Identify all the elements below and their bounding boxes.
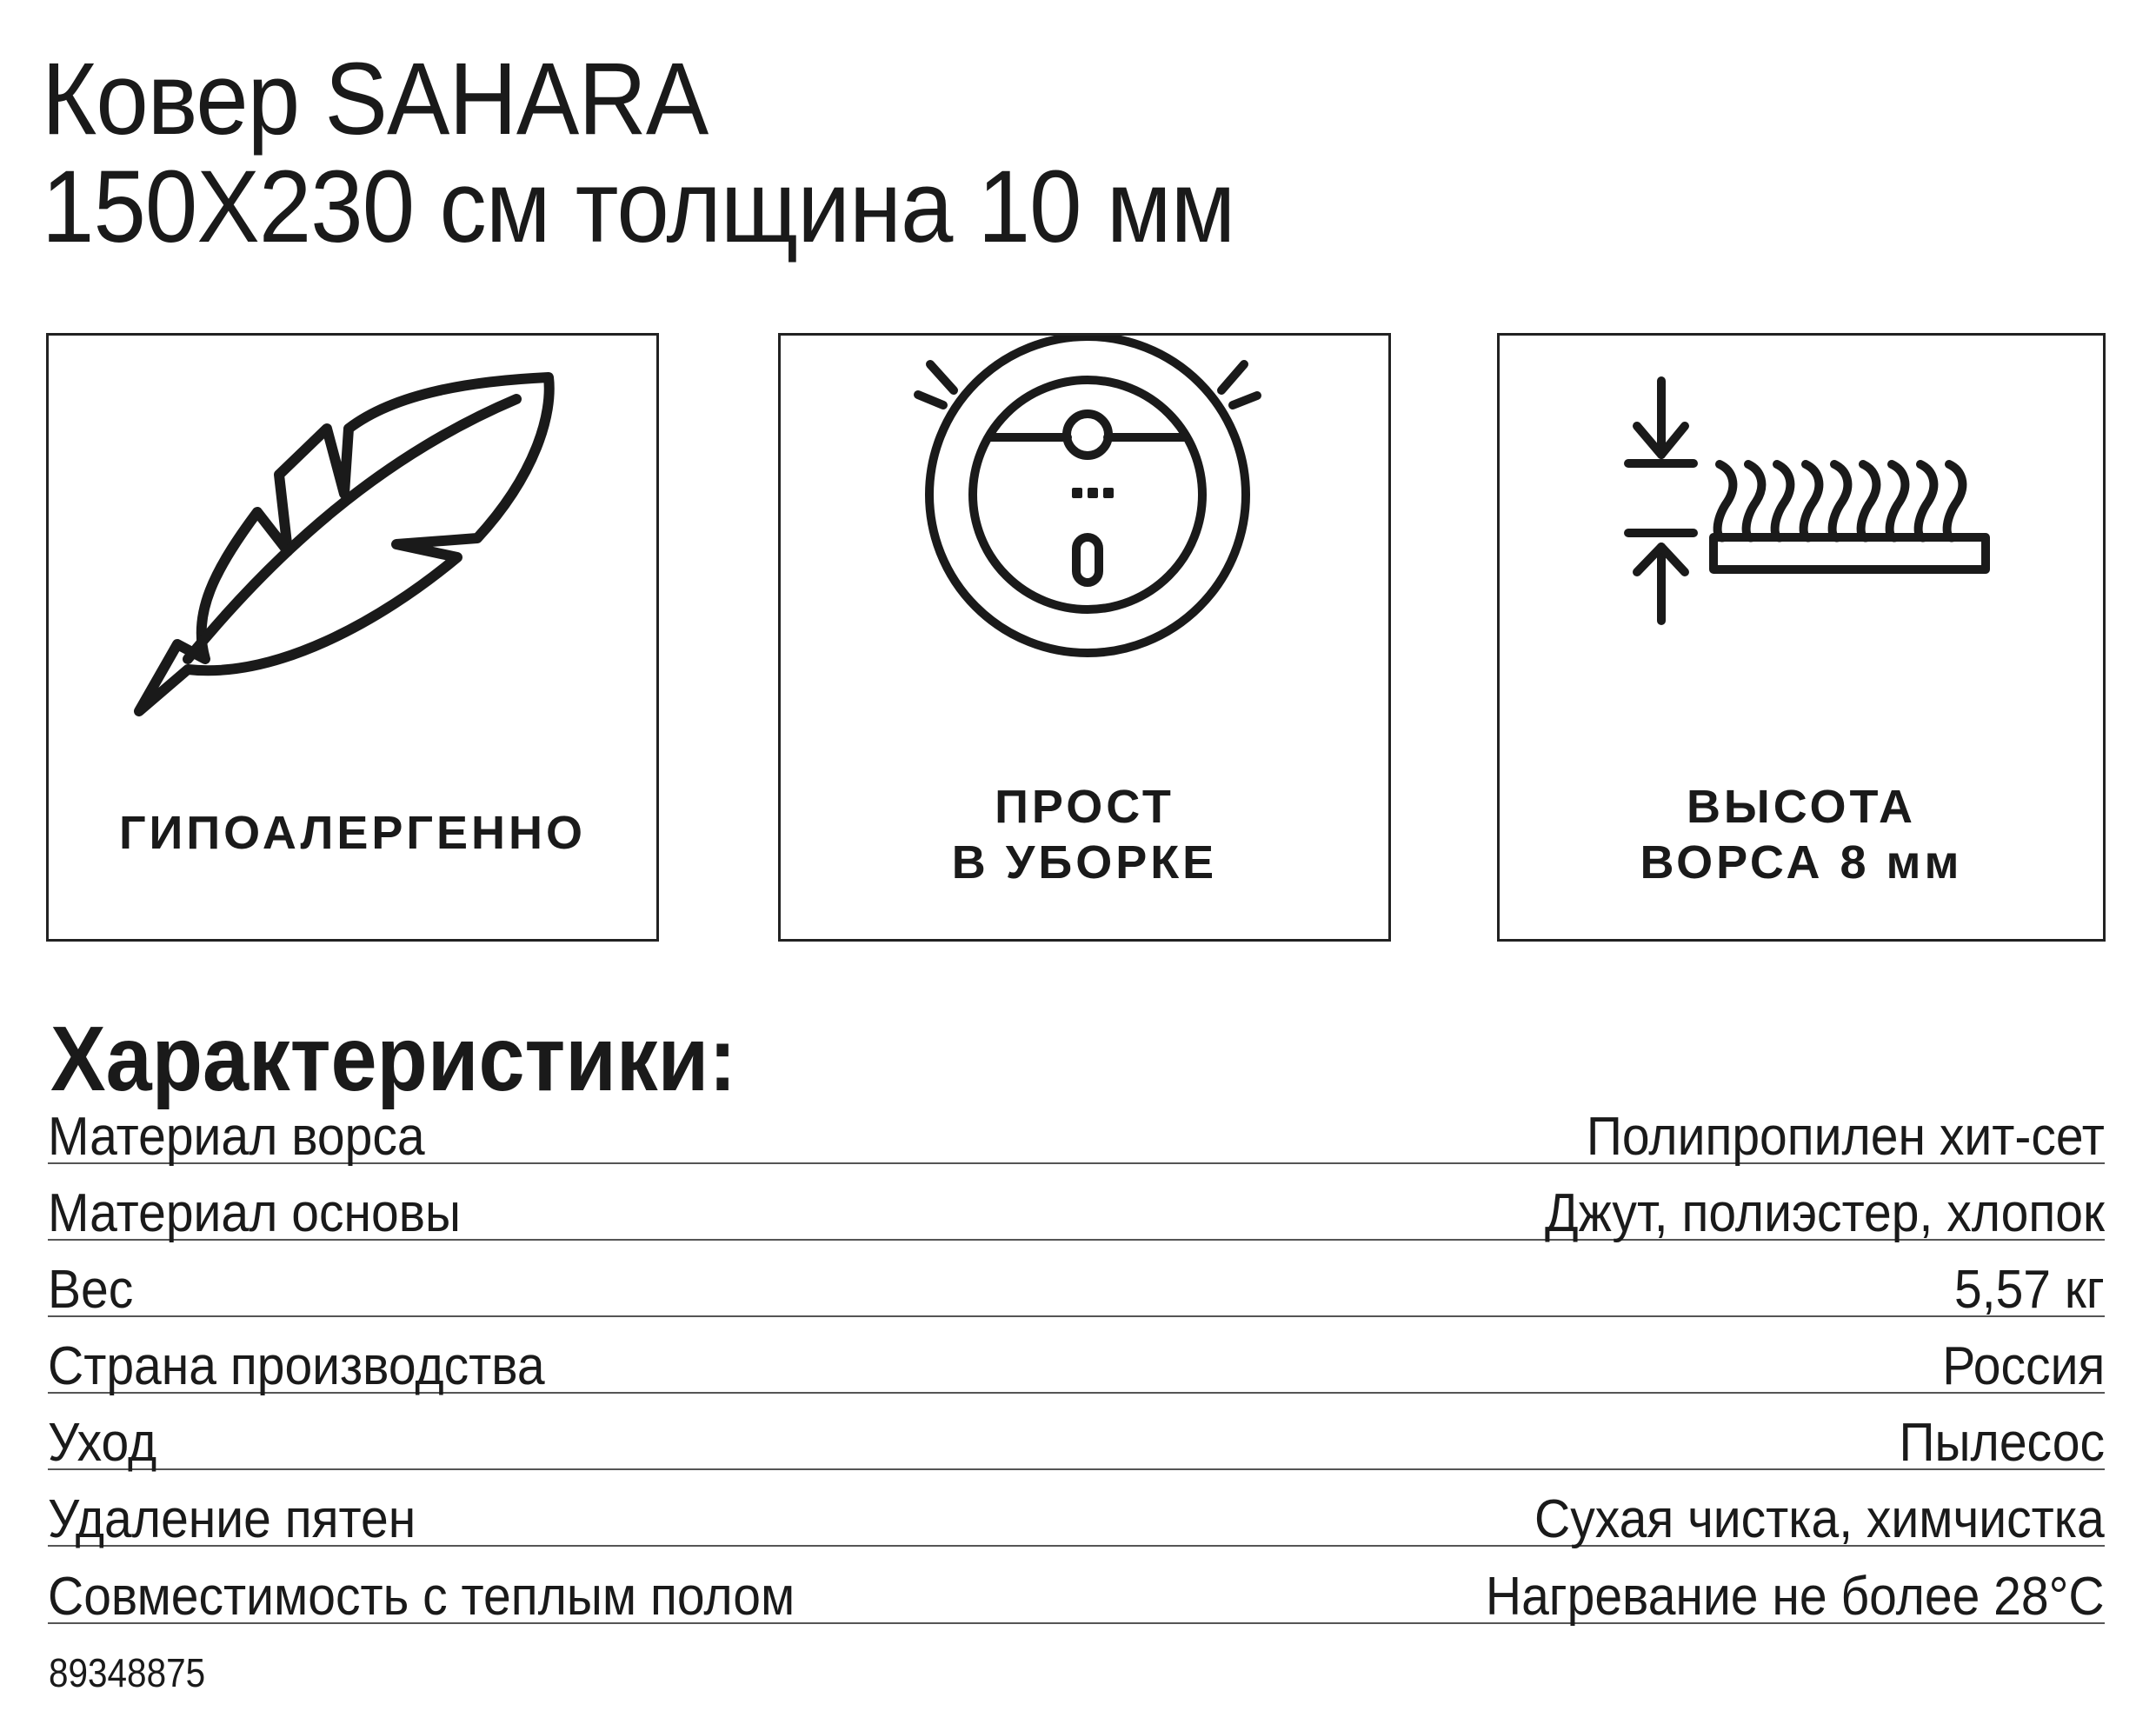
spec-value: Пылесос (1899, 1413, 2105, 1473)
product-title (42, 42, 1235, 264)
feature-label: ГИПОАЛЕРГЕННО (118, 807, 587, 859)
spec-key: Уход (48, 1413, 157, 1473)
product-title-line-1: Ковер SAHARA (42, 42, 709, 156)
spec-row (48, 1392, 2105, 1473)
spec-key: Материал основы (48, 1183, 462, 1243)
specs-heading: Характеристики: (50, 1008, 737, 1110)
spec-value: Сухая чистка, химчистка (1534, 1489, 2105, 1549)
feature-card-pile-height (1497, 333, 2106, 942)
feature-label: ПРОСТ В УБОРКЕ (951, 781, 1218, 889)
spec-value: Нагревание не более 28°C (1486, 1567, 2105, 1627)
spec-value: 5,57 кг (1954, 1260, 2105, 1320)
product-title-line-2: 150X230 см толщина 10 мм (42, 150, 1235, 264)
spec-value: Джут, полиэстер, хлопок (1545, 1183, 2105, 1243)
sku-number: 89348875 (49, 1650, 206, 1695)
spec-key: Совместимость с теплым полом (48, 1567, 795, 1627)
feature-card-hypoallergenic (46, 333, 659, 942)
spec-value: Полипропилен хит-сет (1586, 1107, 2105, 1167)
spec-key: Удаление пятен (48, 1489, 416, 1549)
pile-fibers (1718, 464, 1963, 537)
spec-row (48, 1239, 2105, 1320)
spec-row (48, 1546, 2105, 1627)
feature-card-easy-cleaning (778, 333, 1391, 942)
spec-row (48, 1315, 2105, 1394)
spec-row (48, 1162, 2105, 1241)
spec-value: Россия (1941, 1336, 2105, 1396)
spec-row (48, 1086, 2105, 1167)
spec-key: Страна производства (48, 1336, 545, 1396)
spec-key: Материал ворса (48, 1107, 425, 1167)
spec-row (48, 1468, 2105, 1547)
feature-label: ВЫСОТА ВОРСА 8 мм (1640, 781, 1963, 889)
spec-key: Вес (48, 1260, 134, 1320)
